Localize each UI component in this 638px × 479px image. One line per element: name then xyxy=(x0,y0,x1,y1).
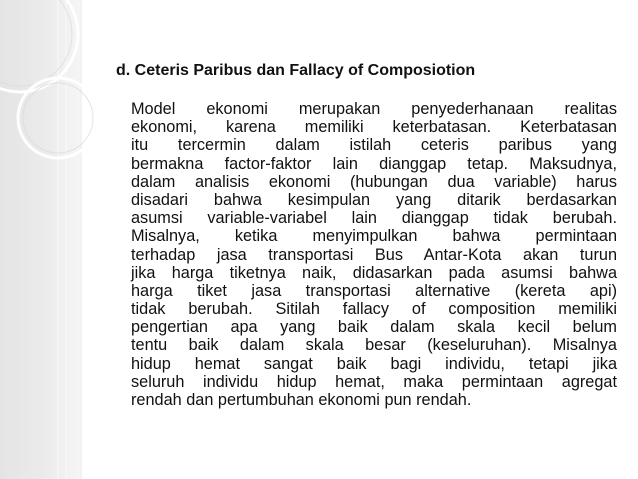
body-line: seluruh individu hidup hemat, maka permintaan agregat xyxy=(131,372,617,391)
body-line: tidak berubah. Sitilah fallacy of composition memiliki xyxy=(131,300,617,319)
body-line: Model ekonomi merupakan penyederhanaan realitas xyxy=(131,100,617,118)
body-line: rendah dan pertumbuhan ekonomi pun rendah. xyxy=(131,391,472,409)
body-line: terhadap jasa transportasi Bus Antar-Kota akan turun xyxy=(131,245,617,264)
slide-title: d. Ceteris Paribus dan Fallacy of Composiotion xyxy=(116,62,476,79)
body-line: itu tercermin dalam istilah ceteris paribus yang xyxy=(131,136,617,155)
decorative-rings xyxy=(0,0,110,479)
body-line: Misalnya, ketika menyimpulkan bahwa permintaan xyxy=(131,227,617,246)
body-line: harga tiket jasa transportasi alternative (kereta api) xyxy=(131,281,617,300)
body-line: pengertian apa yang baik dalam skala kecil belum xyxy=(131,318,617,337)
body-line: disadari bahwa kesimpulan yang ditarik berdasarkan xyxy=(131,190,617,209)
body-line: tentu baik dalam skala besar (keseluruhan). Misalnya xyxy=(131,336,617,355)
body-line: hidup hemat sangat baik bagi individu, tetapi jika xyxy=(131,354,617,373)
body-line: dalam analisis ekonomi (hubungan dua variable) harus xyxy=(131,172,617,191)
body-line: jika harga tiketnya naik, didasarkan pada asumsi bahwa xyxy=(131,263,617,282)
body-line: bermakna factor-faktor lain dianggap tetap. Maksudnya, xyxy=(131,154,617,173)
body-line: asumsi variable-variabel lain dianggap tidak berubah. xyxy=(131,209,617,228)
body-line: ekonomi, karena memiliki keterbatasan. Keterbatasan xyxy=(131,118,617,137)
slide-body xyxy=(131,100,617,409)
